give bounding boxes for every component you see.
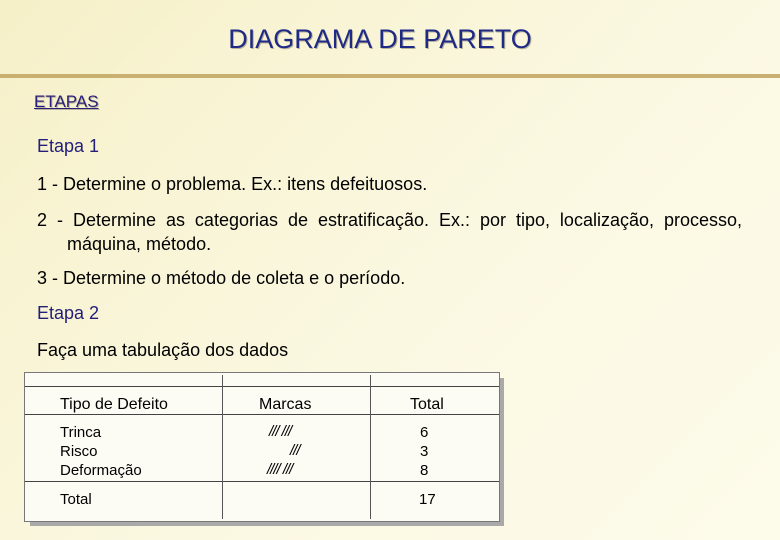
row-marks-3: //// /// [267, 461, 293, 478]
step2-heading: Etapa 2 [37, 303, 100, 323]
total-label: Total [60, 491, 92, 508]
header-marcas: Marcas [259, 396, 312, 413]
page-title: DIAGRAMA DE PARETO [228, 24, 532, 54]
header-total: Total [410, 396, 444, 413]
row-type-1: Trinca [60, 424, 102, 441]
header-tipo: Tipo de Defeito [60, 396, 168, 413]
row-marks-1: /// /// [269, 423, 292, 440]
section-heading: ETAPAS [34, 92, 99, 111]
table-header-rule [25, 414, 499, 415]
row-total-1: 6 [420, 424, 429, 441]
step1-heading: Etapa 1 [37, 136, 100, 156]
table-body-rule [25, 481, 499, 482]
row-type-3: Deformação [60, 462, 142, 479]
title-divider [0, 74, 780, 78]
table-top-rule [25, 386, 499, 387]
row-marks-2: /// [290, 442, 300, 459]
step1-item-3: 3 - Determine o método de coleta e o período. [37, 268, 406, 288]
step1-item-2: 2 - Determine as categorias de estratificação. Ex.: por tipo, localização, processo, máquina, método. [37, 210, 742, 254]
row-total-2: 3 [420, 443, 429, 460]
step2-text: Faça uma tabulação dos dados [37, 340, 289, 360]
table-col-divider-1 [222, 375, 223, 519]
table-col-divider-2 [370, 375, 371, 519]
total-value: 17 [419, 491, 436, 508]
step1-item-1: 1 - Determine o problema. Ex.: itens defeituosos. [37, 174, 428, 194]
data-table [24, 372, 500, 522]
row-total-3: 8 [420, 462, 429, 479]
row-type-2: Risco [60, 443, 98, 460]
